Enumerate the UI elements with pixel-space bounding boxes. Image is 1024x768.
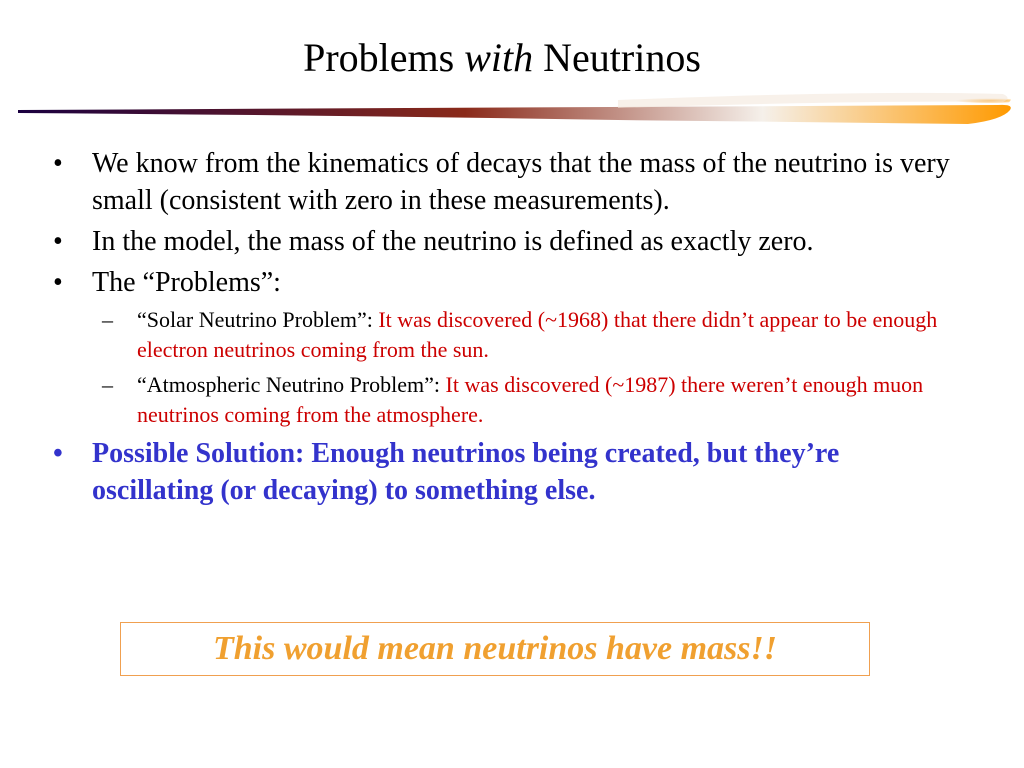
title-end: Neutrinos: [533, 35, 701, 80]
bullet-marker: •: [53, 226, 63, 257]
slide-title: [0, 34, 1004, 82]
bullet-item: [53, 145, 953, 219]
title-start: Problems: [303, 35, 465, 80]
sub-bullet-item: [53, 370, 953, 430]
sub-bullet-marker: –: [102, 372, 113, 397]
bullet-list: [53, 145, 953, 513]
sub-bullet-detail: It was discovered (~1968) that there didn’t appear to be enough electron neutrinos coming from the sun.: [137, 307, 938, 362]
bullet-item-solution: [53, 435, 953, 509]
sub-bullet-detail: It was discovered (~1987) there weren’t enough muon neutrinos coming from the atmosphere.: [137, 372, 924, 427]
bullet-text: In the model, the mass of the neutrino is defined as exactly zero.: [92, 226, 814, 257]
bullet-text: We know from the kinematics of decays that the mass of the neutrino is very small (consistent with zero in these measurements).: [92, 148, 950, 216]
callout-box: [120, 622, 870, 676]
bullet-item: [53, 264, 953, 301]
bullet-marker: •: [53, 148, 63, 179]
title-italic: with: [464, 35, 534, 80]
sub-bullet-marker: –: [102, 307, 113, 332]
title-underline-swoosh: [18, 80, 1014, 128]
bullet-marker: •: [53, 438, 63, 469]
callout-text: This would mean neutrinos have mass!!: [213, 630, 777, 667]
bullet-text: The “Problems”:: [92, 267, 281, 298]
sub-bullet-label: “Atmospheric Neutrino Problem”:: [137, 372, 446, 397]
sub-bullet-label: “Solar Neutrino Problem”:: [137, 307, 379, 332]
bullet-item: [53, 223, 953, 260]
sub-bullet-item: [53, 305, 953, 365]
bullet-marker: •: [53, 267, 63, 298]
bullet-text: Possible Solution: Enough neutrinos being created, but they’re oscillating (or decaying) to something else.: [92, 438, 840, 506]
